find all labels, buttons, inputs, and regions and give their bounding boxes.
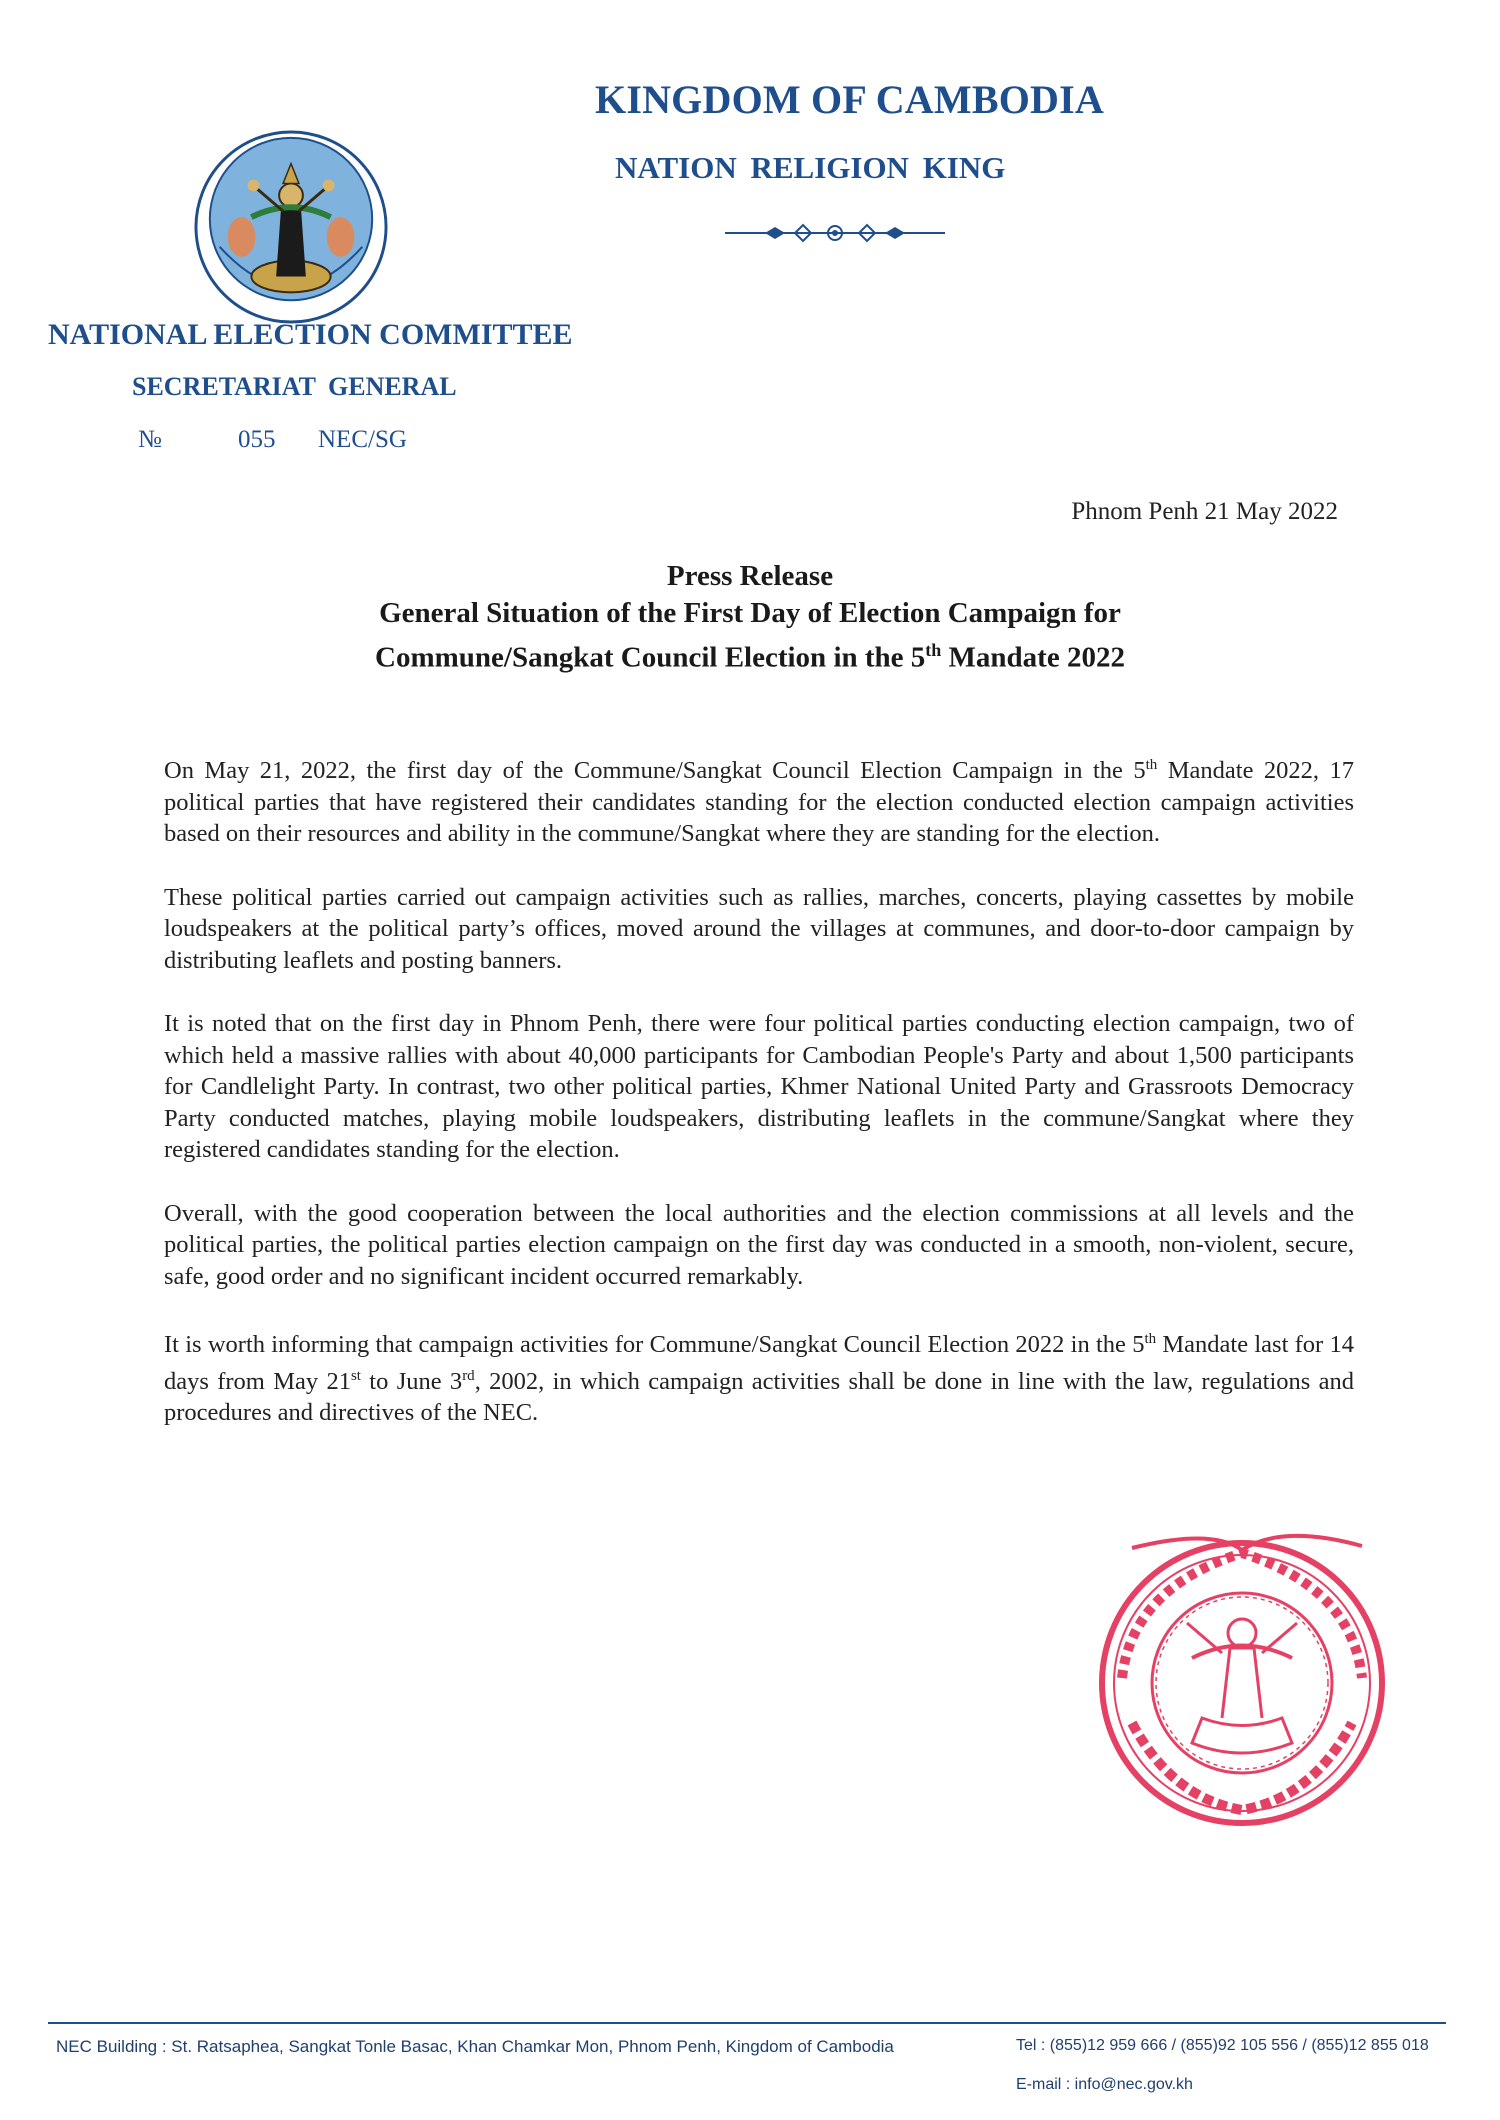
paragraph-5: It is worth informing that campaign activities for Commune/Sangkat Council Election 2022 in the 5th Mandate last for 14 days from May 21st to June 3rd, 2002, in which campaign activities shall be done in line with the law, regulations and procedures and directives of the NEC. xyxy=(164,1331,1354,1427)
footer-address: NEC Building : St. Ratsaphea, Sangkat Tonle Basac, Khan Chamkar Mon, Phnom Penh, Kingdom of Cambodia xyxy=(56,2037,894,2056)
title-line-2: Commune/Sangkat Council Election in the 5th Mandate 2022 xyxy=(375,640,1125,674)
official-seal-stamp-icon xyxy=(1092,1528,1392,1828)
date-line: Phnom Penh 21 May 2022 xyxy=(1071,498,1338,525)
nec-emblem-icon xyxy=(192,128,390,326)
paragraph-2: These political parties carried out campaign activities such as rallies, marches, concerts, playing cassettes by mobile loudspeakers at the political party’s offices, moved around the villages at communes, and door-to-door campaign by distributing leaflets and posting banners. xyxy=(164,883,1354,974)
national-motto: NATION RELIGION KING xyxy=(615,150,1006,185)
reference-sign: № xyxy=(138,426,162,453)
title-line-1: General Situation of the First Day of Election Campaign for xyxy=(379,597,1121,629)
footer-telephone: Tel : (855)12 959 666 / (855)92 105 556 / (855)12 855 018 xyxy=(1016,2037,1429,2054)
paragraph-3: It is noted that on the first day in Phnom Penh, there were four political parties conducting election campaign, two of which held a massive rallies with about 40,000 participants for Cambodian People's Party and about 1,500 participants for Candlelight Party. In contrast, two other political parties, Khmer National United Party and Grassroots Democracy Party conducted matches, playing mobile loudspeakers, distributing leaflets in the commune/Sangkat where they registered candidates standing for the election. xyxy=(164,1010,1354,1164)
paragraph-1: On May 21, 2022, the first day of the Commune/Sangkat Council Election Campaign in the 5th Mandate 2022, 17 political parties that have registered their candidates standing for the election conducted election campaign activities based on their resources and ability in the commune/Sangkat where they are standing for the election. xyxy=(164,757,1355,848)
title-block xyxy=(0,558,1500,677)
footer-email: E-mail : info@nec.gov.kh xyxy=(1016,2076,1193,2093)
reference-number xyxy=(138,426,407,454)
kingdom-heading: KINGDOM OF CAMBODIA xyxy=(595,77,1104,122)
document-type: Press Release xyxy=(666,560,834,592)
reference-value: 055 xyxy=(238,426,276,453)
committee-name: NATIONAL ELECTION COMMITTEE xyxy=(48,318,573,351)
press-release-body xyxy=(164,750,1354,1461)
department-name: SECRETARIAT GENERAL xyxy=(132,372,457,401)
footer-divider xyxy=(48,2022,1446,2024)
reference-code: NEC/SG xyxy=(318,426,407,453)
paragraph-4: Overall, with the good cooperation between the local authorities and the election commissions at all levels and the political parties, the political parties election campaign on the first day was conducted in a smooth, non-violent, secure, safe, good order and no significant incident occurred remarkably. xyxy=(164,1199,1354,1290)
ornamental-divider-icon xyxy=(725,218,945,248)
